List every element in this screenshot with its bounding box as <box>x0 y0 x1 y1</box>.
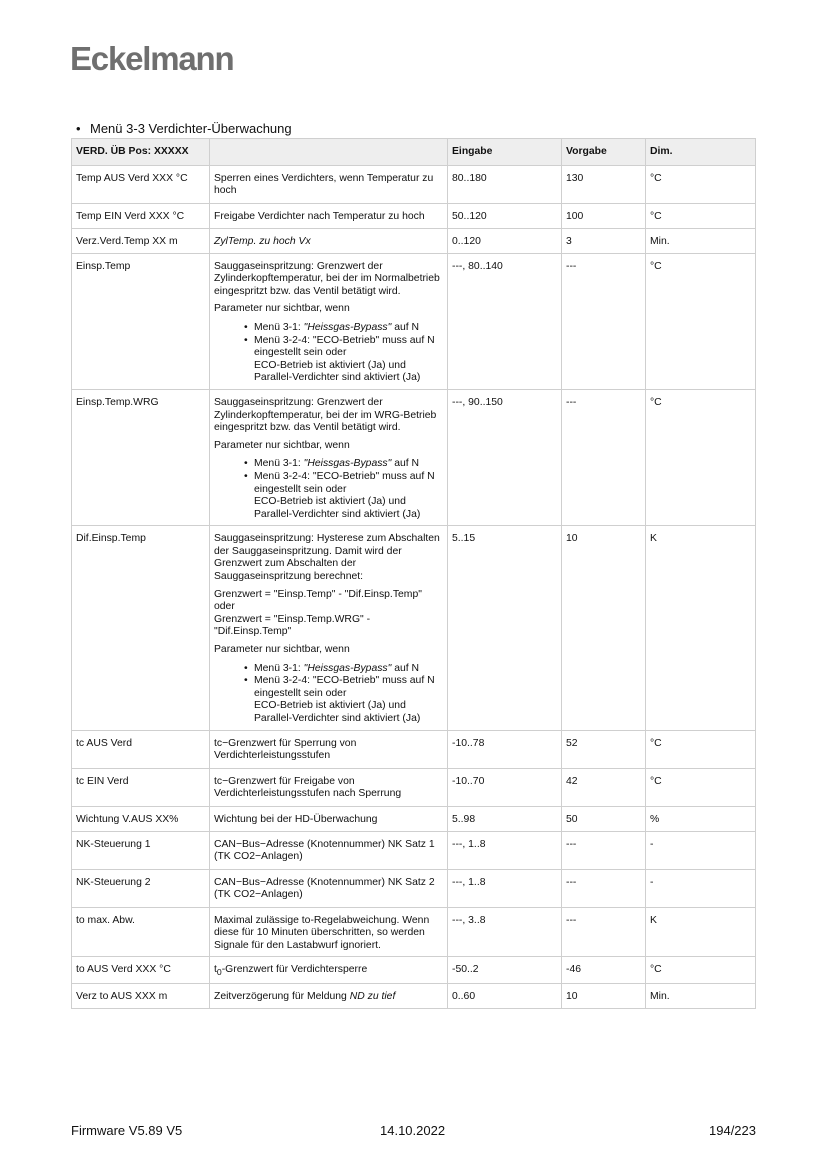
param-name: to max. Abw. <box>72 907 210 957</box>
param-input: 80..180 <box>448 165 562 203</box>
param-dim: - <box>646 831 756 869</box>
param-input: ---, 1..8 <box>448 831 562 869</box>
param-dim: % <box>646 806 756 831</box>
param-dim: °C <box>646 203 756 228</box>
param-description: tc−Grenzwert für Sperrung von Verdichterleistungsstufen <box>210 730 448 768</box>
footer-date: 14.10.2022 <box>380 1123 446 1138</box>
param-input: 5..15 <box>448 526 562 730</box>
condition-item: • Menü 3-1: "Heissgas-Bypass" auf N <box>244 322 443 335</box>
condition-item: • Menü 3-2-4: "ECO-Betrieb" muss auf N eingestellt sein oder ECO-Betrieb ist aktiviert (Ja) und Parallel-Verdichter sind aktiviert (Ja) <box>244 471 443 521</box>
table-row <box>72 203 756 228</box>
param-description: Maximal zulässige to-Regelabweichung. Wenn diese für 10 Minuten überschritten, so werden Signale für den Lastabwurf ignoriert. <box>210 907 448 957</box>
param-description: CAN−Bus−Adresse (Knotennummer) NK Satz 2 (TK CO2−Anlagen) <box>210 869 448 907</box>
param-description <box>210 526 448 730</box>
table-row <box>72 730 756 768</box>
param-input: -50..2 <box>448 957 562 984</box>
header-dim: Dim. <box>646 139 756 166</box>
footer-firmware: Firmware V5.89 V5 <box>71 1123 183 1138</box>
param-dim: - <box>646 869 756 907</box>
param-default: --- <box>562 389 646 525</box>
param-default: 10 <box>562 984 646 1009</box>
table-row <box>72 957 756 984</box>
param-description: Zeitverzögerung für Meldung ND zu tief <box>210 984 448 1009</box>
description-text: Sauggaseinspritzung: Grenzwert der Zylinderkopftemperatur, bei der im Normalbetrieb eingespritzt bzw. das Ventil betätigt wird. <box>214 260 440 297</box>
param-name: tc AUS Verd <box>72 730 210 768</box>
param-input: -10..78 <box>448 730 562 768</box>
param-default: 52 <box>562 730 646 768</box>
condition-item: • Menü 3-1: "Heissgas-Bypass" auf N <box>244 458 443 471</box>
table-row <box>72 984 756 1009</box>
param-dim: °C <box>646 389 756 525</box>
param-name: tc EIN Verd <box>72 768 210 806</box>
parameter-table <box>71 138 756 1009</box>
param-description: Sperren eines Verdichters, wenn Temperatur zu hoch <box>210 165 448 203</box>
param-dim: °C <box>646 165 756 203</box>
param-default: --- <box>562 831 646 869</box>
param-description: tc−Grenzwert für Freigabe von Verdichterleistungsstufen nach Sperrung <box>210 768 448 806</box>
param-input: 50..120 <box>448 203 562 228</box>
param-name: Einsp.Temp <box>72 253 210 389</box>
condition-item: • Menü 3-2-4: "ECO-Betrieb" muss auf N eingestellt sein oder ECO-Betrieb ist aktiviert (Ja) und Parallel-Verdichter sind aktiviert (Ja) <box>244 335 443 385</box>
param-default: --- <box>562 869 646 907</box>
param-dim: °C <box>646 957 756 984</box>
param-description: Wichtung bei der HD-Überwachung <box>210 806 448 831</box>
param-name: Dif.Einsp.Temp <box>72 526 210 730</box>
param-description: Freigabe Verdichter nach Temperatur zu hoch <box>210 203 448 228</box>
param-description: $t_0$-Grenzwert für Verdichtersperre <box>210 957 448 984</box>
header-position: VERD. ÜB Pos: XXXXX <box>72 139 210 166</box>
param-description <box>210 228 448 253</box>
param-name: NK-Steuerung 2 <box>72 869 210 907</box>
table-row <box>72 806 756 831</box>
param-description <box>210 389 448 525</box>
header-eingabe: Eingabe <box>448 139 562 166</box>
table-header-row <box>72 139 756 166</box>
header-description <box>210 139 448 166</box>
param-name: to AUS Verd XXX °C <box>72 957 210 984</box>
param-default: -46 <box>562 957 646 984</box>
condition-item: • Menü 3-2-4: "ECO-Betrieb" muss auf N eingestellt sein oder ECO-Betrieb ist aktiviert (Ja) und Parallel-Verdichter sind aktiviert (Ja) <box>244 675 443 725</box>
param-name: Verz to AUS XXX m <box>72 984 210 1009</box>
table-row <box>72 768 756 806</box>
param-default: 10 <box>562 526 646 730</box>
condition-list <box>214 458 443 521</box>
header-vorgabe: Vorgabe <box>562 139 646 166</box>
param-default: 50 <box>562 806 646 831</box>
param-input: 0..120 <box>448 228 562 253</box>
table-row <box>72 253 756 389</box>
table-row <box>72 165 756 203</box>
param-input: 0..60 <box>448 984 562 1009</box>
description-text: Sauggaseinspritzung: Hysterese zum Abschalten der Sauggaseinspritzung. Damit wird der Grenzwert zum Abschalten der Sauggaseinspritzung berechnet: <box>214 533 440 583</box>
param-name: Verz.Verd.Temp XX m <box>72 228 210 253</box>
param-dim: Min. <box>646 228 756 253</box>
bullet-glyph: • <box>76 121 81 136</box>
param-dim: °C <box>646 253 756 389</box>
table-row <box>72 228 756 253</box>
formula-block: Grenzwert = "Einsp.Temp" - "Dif.Einsp.Temp" oder Grenzwert = "Einsp.Temp.WRG" - "Dif.Einsp.Temp" <box>214 588 422 638</box>
param-name: Einsp.Temp.WRG <box>72 389 210 525</box>
param-dim: °C <box>646 768 756 806</box>
param-default: 130 <box>562 165 646 203</box>
condition-item: • Menü 3-1: "Heissgas-Bypass" auf N <box>244 663 443 676</box>
visibility-note: Parameter nur sichtbar, wenn <box>214 303 350 315</box>
param-default: --- <box>562 253 646 389</box>
table-row <box>72 389 756 525</box>
param-name: Temp AUS Verd XXX °C <box>72 165 210 203</box>
visibility-note: Parameter nur sichtbar, wenn <box>214 439 350 451</box>
param-dim: Min. <box>646 984 756 1009</box>
param-description: CAN−Bus−Adresse (Knotennummer) NK Satz 1 (TK CO2−Anlagen) <box>210 831 448 869</box>
table-row <box>72 907 756 957</box>
param-input: 5..98 <box>448 806 562 831</box>
table-row <box>72 831 756 869</box>
param-description <box>210 253 448 389</box>
section-title: Menü 3-3 Verdichter-Überwachung <box>90 121 292 136</box>
param-name: Temp EIN Verd XXX °C <box>72 203 210 228</box>
param-input: -10..70 <box>448 768 562 806</box>
param-name: NK-Steuerung 1 <box>72 831 210 869</box>
condition-list <box>214 322 443 385</box>
param-input: ---, 80..140 <box>448 253 562 389</box>
param-input: ---, 1..8 <box>448 869 562 907</box>
description-text: Sauggaseinspritzung: Grenzwert der Zylinderkopftemperatur, bei der im WRG-Betrieb eingespritzt bzw. das Ventil betätigt wird. <box>214 396 437 434</box>
eckelmann-logo: Eckelmann <box>70 40 234 77</box>
param-dim: °C <box>646 730 756 768</box>
param-default: 42 <box>562 768 646 806</box>
footer-page-number: 194/223 <box>709 1123 756 1138</box>
param-dim: K <box>646 526 756 730</box>
param-name: Wichtung V.AUS XX% <box>72 806 210 831</box>
param-description-italic: ZylTemp. zu hoch Vx <box>214 235 311 247</box>
visibility-note: Parameter nur sichtbar, wenn <box>214 644 350 656</box>
param-default: 3 <box>562 228 646 253</box>
param-input: ---, 90..150 <box>448 389 562 525</box>
param-input: ---, 3..8 <box>448 907 562 957</box>
param-default: --- <box>562 907 646 957</box>
condition-list <box>214 663 443 726</box>
table-row <box>72 526 756 730</box>
param-dim: K <box>646 907 756 957</box>
param-default: 100 <box>562 203 646 228</box>
table-row <box>72 869 756 907</box>
section-heading <box>76 121 292 136</box>
